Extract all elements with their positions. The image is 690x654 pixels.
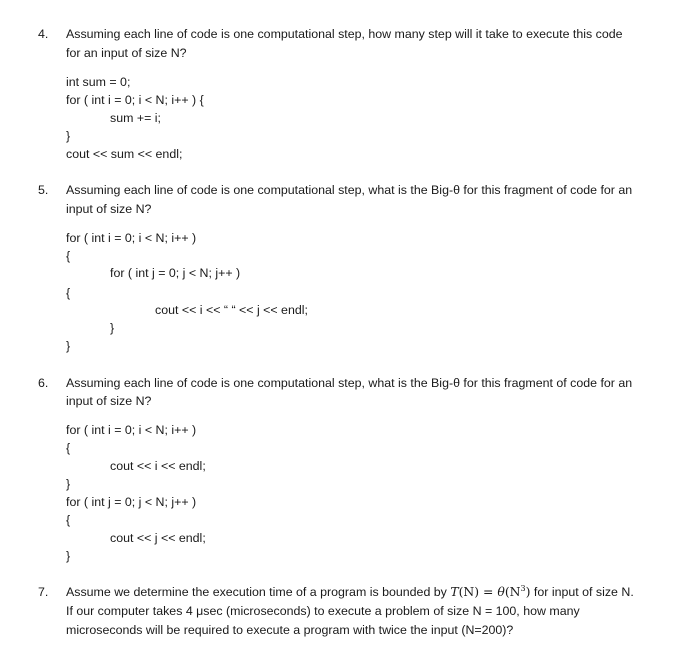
formula-rhs-arg-close: ): [525, 584, 531, 599]
q5-code-line-6: }: [110, 321, 115, 335]
question-7-text-line-2: If our computer takes 4 μsec (microseconds) to execute a problem of size N = 100, how many: [66, 604, 580, 618]
q6-code-line-1: for ( int i = 0; i < N; i++ ): [66, 423, 197, 437]
q4-code-line-2: for ( int i = 0; i < N; i++ ) {: [66, 93, 204, 107]
q5-code-line-2: {: [66, 249, 71, 263]
formula-rhs-fn: θ: [497, 584, 505, 599]
q6-code-line-7: cout << j << endl;: [110, 531, 206, 545]
q4-code-line-1: int sum = 0;: [66, 75, 131, 89]
question-7-text-line-1: [66, 584, 634, 600]
formula-exponent: 3: [520, 584, 526, 593]
q6-code-line-6: {: [66, 513, 71, 527]
q6-code-line-8: }: [66, 549, 71, 563]
question-5-text-line-1: Assuming each line of code is one computational step, what is the Big-θ for this fragment of code for an: [66, 183, 633, 197]
formula-eq: =: [479, 584, 498, 599]
question-7-number: 7.: [38, 585, 49, 599]
question-6-text-line-2: input of size N?: [66, 394, 152, 408]
q6-code-line-3: cout << i << endl;: [110, 459, 206, 473]
q5-code-line-5: cout << i << “ “ << j << endl;: [155, 303, 308, 317]
q4-code-line-4: }: [66, 129, 71, 143]
q5-code-line-4: {: [66, 286, 71, 300]
question-7-text-line-3: microseconds will be required to execute a program with twice the input (N=200)?: [66, 623, 514, 637]
question-6-text-line-1: Assuming each line of code is one computational step, what is the Big-θ for this fragment of code for an: [66, 376, 633, 390]
question-4-number: 4.: [38, 27, 49, 41]
big-theta-formula: [450, 584, 530, 599]
formula-rhs-arg-open: (N: [504, 584, 521, 599]
q4-code-line-3: sum += i;: [110, 111, 161, 125]
q5-code-line-3: for ( int j = 0; j < N; j++ ): [110, 266, 241, 280]
question-6-number: 6.: [38, 376, 49, 390]
q6-code-line-4: }: [66, 477, 71, 491]
question-5-text-line-2: input of size N?: [66, 202, 152, 216]
q5-code-line-1: for ( int i = 0; i < N; i++ ): [66, 231, 197, 245]
formula-lhs-arg: (N): [458, 584, 480, 599]
q7-line-1-prefix: Assume we determine the execution time of a program is bounded by: [66, 585, 451, 599]
q4-code-line-5: cout << sum << endl;: [66, 147, 183, 161]
question-5-number: 5.: [38, 183, 49, 197]
q6-code-line-5: for ( int j = 0; j < N; j++ ): [66, 495, 197, 509]
q5-code-line-7: }: [66, 339, 71, 353]
q7-line-1-suffix: for input of size N.: [530, 585, 634, 599]
formula-lhs-fn: T: [450, 584, 459, 599]
question-4-text-line-2: for an input of size N?: [66, 46, 187, 60]
q6-code-line-2: {: [66, 441, 71, 455]
question-4-text-line-1: Assuming each line of code is one computational step, how many step will it take to execute this code: [66, 27, 623, 41]
